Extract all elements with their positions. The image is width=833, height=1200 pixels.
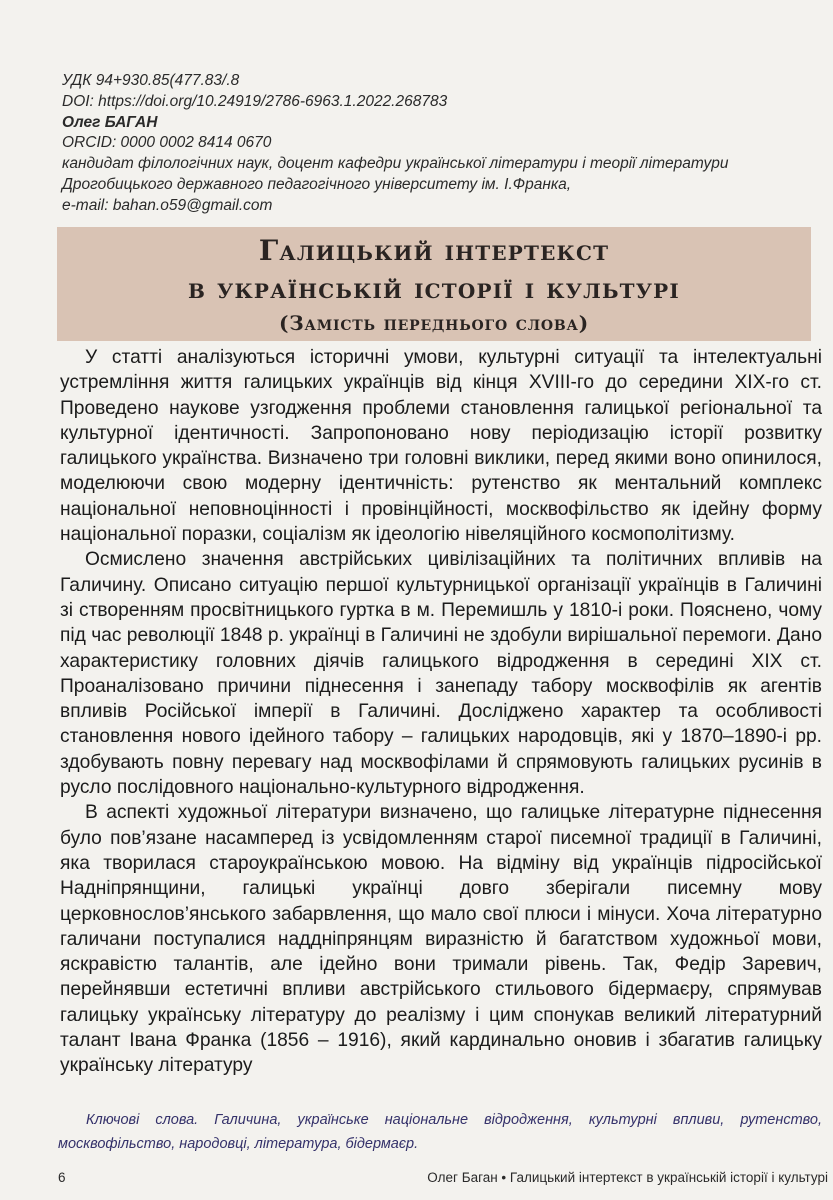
abstract-paragraph-1: У статті аналізуються історичні умови, культурні ситуації та інтелектуальні устремління життя галицьких українців від кінця XVIII-го до середини XIX-го ст. Проведено наукове узгодження проблеми становлення галицької регіональної та культурної ідентичності. Запропоновано нову періодизацію історії розвитку галицького українства. Визначено три головні виклики, перед якими воно опинилося, моделюючи свою модерну ідентичність: рутенство як ментальний комплекс національної неповноцінності і провінційності, москвофільство як ідейну форму національної поразки, соціалізм як ідеологію нівеляційного космополітизму. xyxy=(60,347,822,546)
udk-code: УДК 94+930.85(477.83/.8 xyxy=(62,72,240,89)
keywords: Ключові слова. Галичина, українське національне відродження, культурні впливи, рутенство, москвофільство, народовці, література, бідермаєр. xyxy=(58,1112,822,1152)
article-title-line-2: в українській історії і культурі xyxy=(188,272,680,305)
abstract-paragraph-2: Осмислено значення австрійських цивілізаційних та політичних впливів на Галичину. Описано ситуацію першої культурницької організації українців в Галичині зі створенням просвітницького гуртка в м. Перемишль у 1810-і роки. Пояснено, чому під час революції 1848 р. українці в Галичині не здобули вирішальної перемоги. Дано характеристику головних діячів галицького відродження в середині XIX ст. Проаналізовано причини піднесення і занепаду табору москвофілів як агентів впливів Російської імперії в Галичині. Досліджено характер та особливості становлення нового ідейного табору – галицьких народовців, які у 1870–1890-і рр. здобувають повну перевагу над москвофілами й спрямовують галицьких русинів в русло послідовного національно-культурного відродження. xyxy=(60,549,822,799)
author-name: Олег БАГАН xyxy=(62,113,158,131)
author-email[interactable]: e-mail: bahan.o59@gmail.com xyxy=(62,196,273,214)
article-subtitle: (Замість переднього слова) xyxy=(279,311,589,335)
article-metadata xyxy=(62,71,822,217)
running-title: Олег Баган • Галицький інтертекст в українській історії і культурі xyxy=(427,1170,828,1185)
abstract-body xyxy=(60,345,822,1079)
author-university: Дрогобицького державного педагогічного університету ім. І.Франка, xyxy=(62,175,572,193)
author-position: кандидат філологічних наук, доцент кафедри української літератури і теорії літератури xyxy=(62,155,729,173)
abstract-paragraph-3: В аспекті художньої літератури визначено, що галицьке літературне піднесення було пов’язане насамперед із усвідомленням старої писемної традиції в Галичині, яка творилася староукраїнською мовою. На відміну від українців підросійської Надніпрянщини, галицькі українці довго зберігали писемну мову церковнослов’янського забарвлення, що мало свої плюси і мінуси. Хоча літературно галичани поступалися наддніпрянцям виразністю й багатством художньої мови, яскравістю талантів, але ідейно вони тримали рівень. Так, Федір Заревич, перейнявши естетичні впливи австрійського стильового бідермаєру, спрямував галицьку українську літературу до реалізму і цим спонукав великий літературний талант Івана Франка (1856 – 1916), який кардинально оновив і збагатив галицьку українську літературу xyxy=(60,802,822,1077)
title-banner xyxy=(57,227,811,341)
orcid-id: ORCID: 0000 0002 8414 0670 xyxy=(62,134,272,152)
doi-link[interactable]: DOI: https://doi.org/10.24919/2786-6963.1.2022.268783 xyxy=(62,92,448,110)
page-number: 6 xyxy=(58,1170,66,1185)
article-title-line-1: Галицький інтертекст xyxy=(258,234,610,267)
